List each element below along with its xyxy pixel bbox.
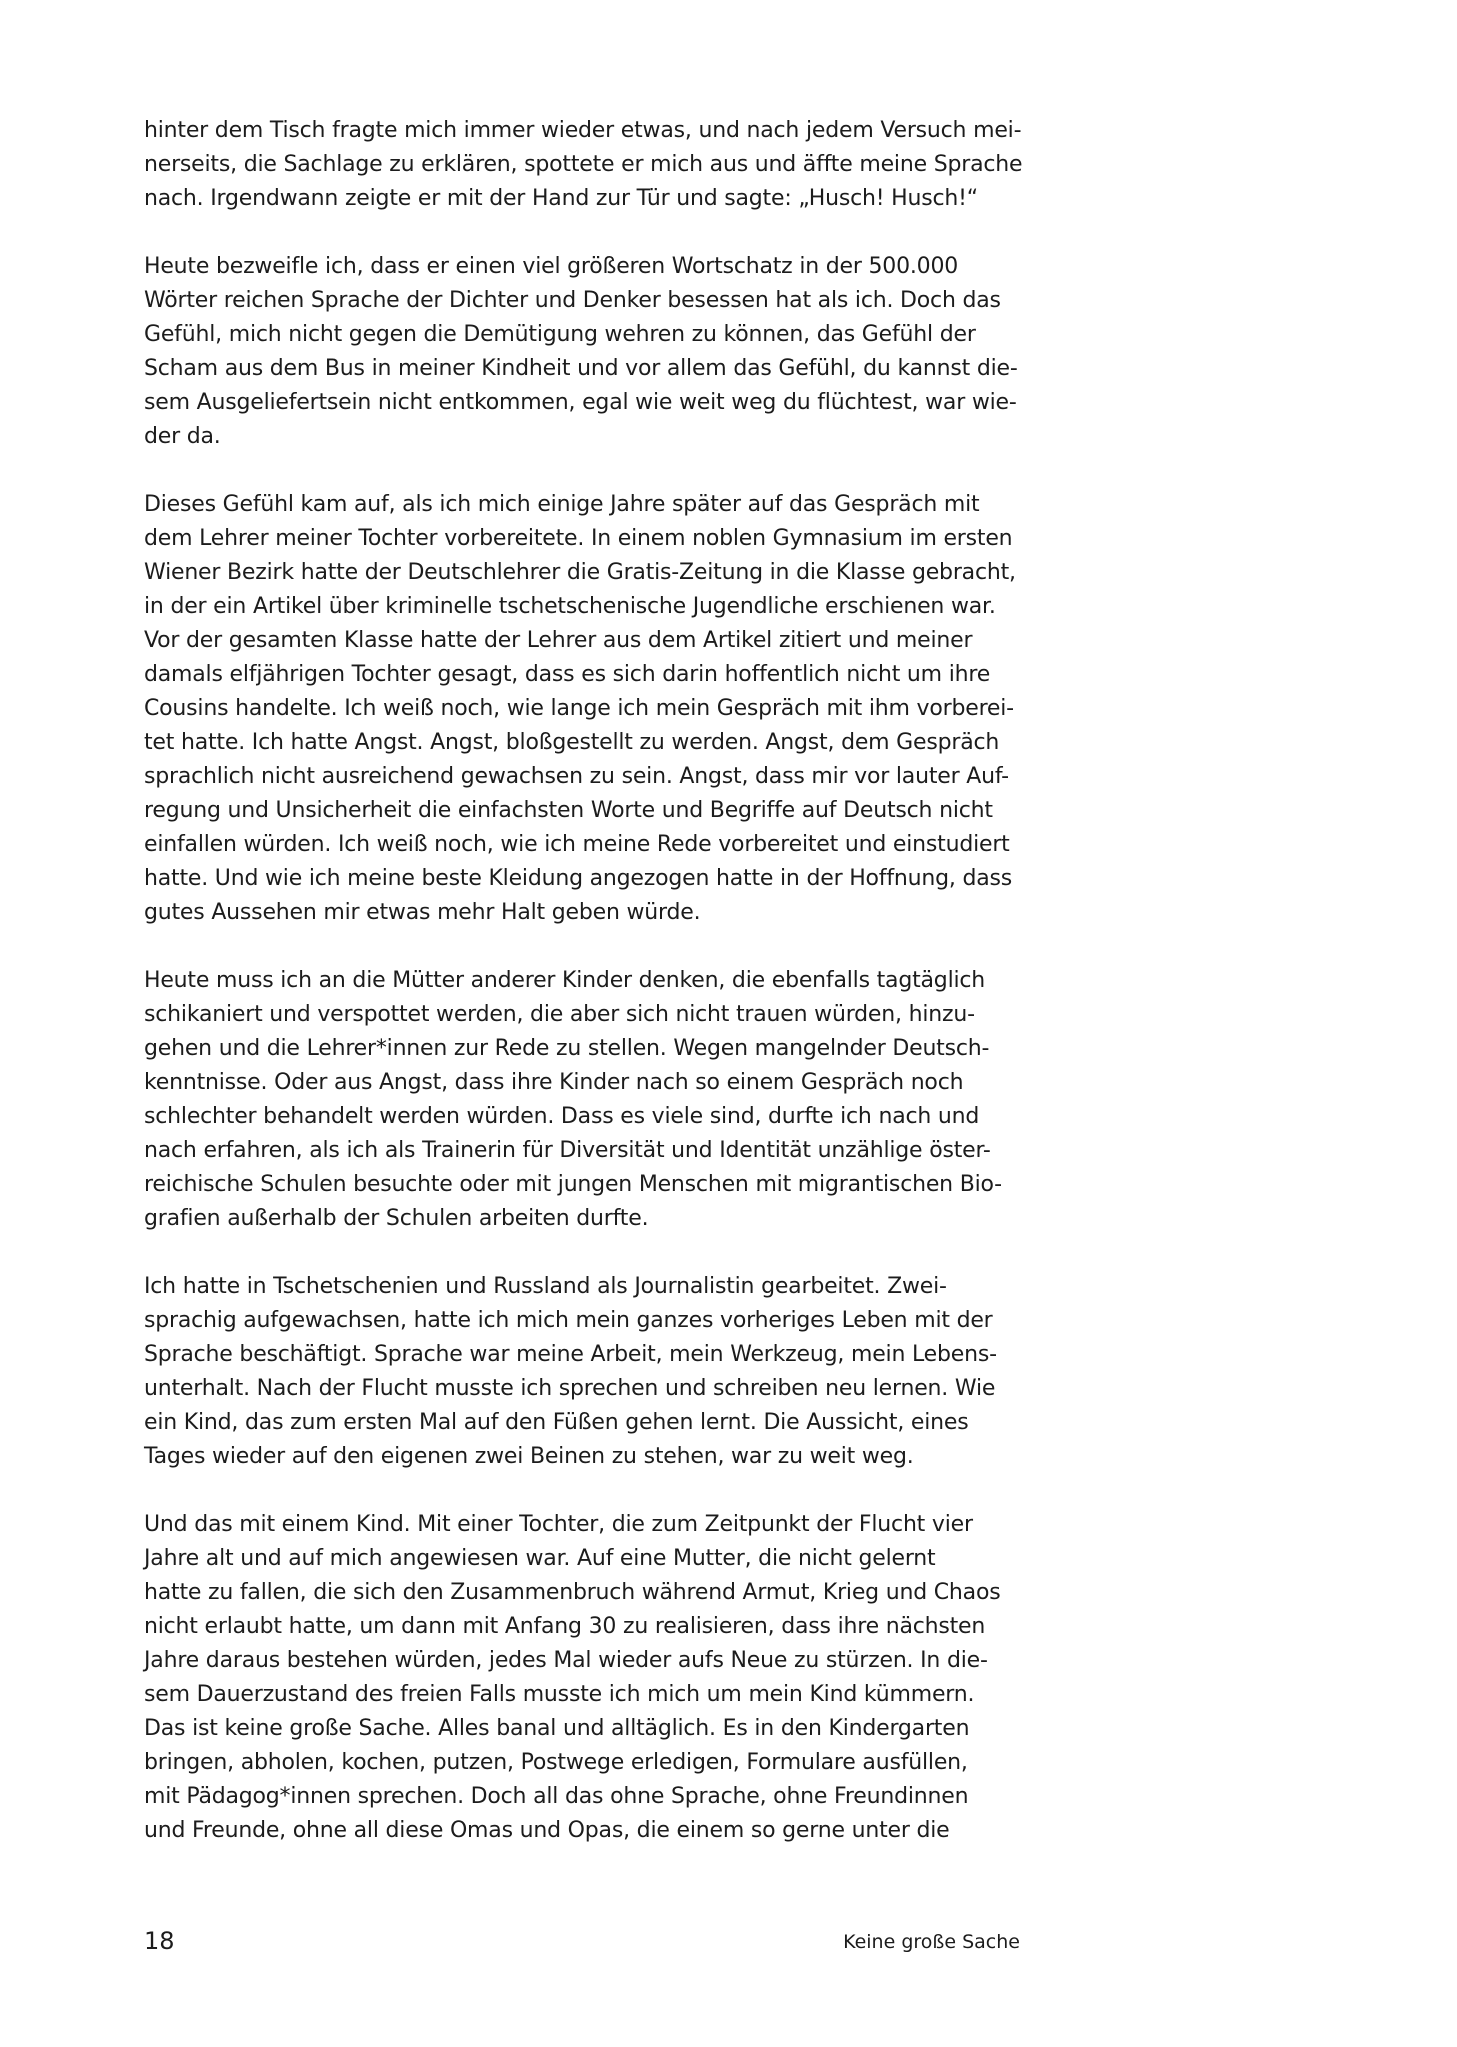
text-line: Wiener Bezirk hatte der Deutschlehrer die Gratis-Zeitung in die Klasse gebracht,	[144, 560, 1016, 585]
text-line: reichische Schulen besuchte oder mit jungen Menschen mit migrantischen Bio-	[144, 1172, 1002, 1197]
text-line: schlechter behandelt werden würden. Dass es viele sind, durfte ich nach und	[144, 1104, 980, 1129]
paragraph	[144, 114, 1024, 216]
text-line: einfallen würden. Ich weiß noch, wie ich meine Rede vorbereitet und einstudiert	[144, 832, 1010, 857]
text-line: Cousins handelte. Ich weiß noch, wie lange ich mein Gespräch mit ihm vorberei-	[144, 696, 1014, 721]
text-line: Heute bezweifle ich, dass er einen viel größeren Wortschatz in der 500.000	[144, 254, 959, 279]
text-line: und Freunde, ohne all diese Omas und Opas, die einem so gerne unter die	[144, 1818, 950, 1843]
text-line: Wörter reichen Sprache der Dichter und Denker besessen hat als ich. Doch das	[144, 288, 1001, 313]
text-line: Und das mit einem Kind. Mit einer Tochter, die zum Zeitpunkt der Flucht vier	[144, 1512, 973, 1537]
text-line: sem Dauerzustand des freien Falls musste ich mich um mein Kind kümmern.	[144, 1682, 975, 1707]
running-title: Keine große Sache	[843, 1931, 1020, 1953]
paragraph	[144, 488, 1024, 930]
text-line: hatte zu fallen, die sich den Zusammenbruch während Armut, Krieg und Chaos	[144, 1580, 1001, 1605]
text-line: Scham aus dem Bus in meiner Kindheit und vor allem das Gefühl, du kannst die-	[144, 356, 1018, 381]
text-line: hinter dem Tisch fragte mich immer wieder etwas, und nach jedem Versuch mei-	[144, 118, 1022, 143]
text-line: nicht erlaubt hatte, um dann mit Anfang 30 zu realisieren, dass ihre nächsten	[144, 1614, 986, 1639]
text-line: Sprache beschäftigt. Sprache war meine Arbeit, mein Werkzeug, mein Lebens-	[144, 1342, 997, 1367]
body-text	[144, 114, 1024, 1848]
text-line: Das ist keine große Sache. Alles banal und alltäglich. Es in den Kindergarten	[144, 1716, 970, 1741]
text-line: sprachig aufgewachsen, hatte ich mich mein ganzes vorheriges Leben mit der	[144, 1308, 993, 1333]
text-line: sprachlich nicht ausreichend gewachsen zu sein. Angst, dass mir vor lauter Auf-	[144, 764, 1009, 789]
text-line: bringen, abholen, kochen, putzen, Postwege erledigen, Formulare ausfüllen,	[144, 1750, 968, 1775]
text-line: kenntnisse. Oder aus Angst, dass ihre Kinder nach so einem Gespräch noch	[144, 1070, 964, 1095]
paragraph-gap	[144, 216, 1024, 250]
text-line: nerseits, die Sachlage zu erklären, spottete er mich aus und äffte meine Sprache	[144, 152, 1023, 177]
text-line: damals elfjährigen Tochter gesagt, dass es sich darin hoffentlich nicht um ihre	[144, 662, 991, 687]
text-line: Ich hatte in Tschetschenien und Russland als Journalistin gearbeitet. Zwei-	[144, 1274, 947, 1299]
paragraph	[144, 1508, 1024, 1848]
text-line: Jahre alt und auf mich angewiesen war. Auf eine Mutter, die nicht gelernt	[144, 1546, 936, 1571]
paragraph-gap	[144, 1236, 1024, 1270]
text-line: schikaniert und verspottet werden, die aber sich nicht trauen würden, hinzu-	[144, 1002, 975, 1027]
text-line: Tages wieder auf den eigenen zwei Beinen zu stehen, war zu weit weg.	[144, 1444, 914, 1469]
text-line: dem Lehrer meiner Tochter vorbereitete. In einem noblen Gymnasium im ersten	[144, 526, 1013, 551]
text-line: ein Kind, das zum ersten Mal auf den Füßen gehen lernt. Die Aussicht, eines	[144, 1410, 969, 1435]
text-line: tet hatte. Ich hatte Angst. Angst, bloßgestellt zu werden. Angst, dem Gespräch	[144, 730, 1000, 755]
text-line: sem Ausgeliefertsein nicht entkommen, egal wie weit weg du flüchtest, war wie-	[144, 390, 1017, 415]
paragraph-gap	[144, 1474, 1024, 1508]
text-line: der da.	[144, 424, 221, 449]
text-line: nach erfahren, als ich als Trainerin für Diversität und Identität unzählige öster-	[144, 1138, 991, 1163]
text-line: nach. Irgendwann zeigte er mit der Hand zur Tür und sagte: „Husch! Husch!“	[144, 186, 978, 211]
text-line: Jahre daraus bestehen würden, jedes Mal wieder aufs Neue zu stürzen. In die-	[144, 1648, 988, 1673]
text-line: in der ein Artikel über kriminelle tschetschenische Jugendliche erschienen war.	[144, 594, 996, 619]
text-line: mit Pädagog*innen sprechen. Doch all das ohne Sprache, ohne Freundinnen	[144, 1784, 969, 1809]
page-number: 18	[144, 1927, 175, 1955]
paragraph-gap	[144, 454, 1024, 488]
text-line: gehen und die Lehrer*innen zur Rede zu stellen. Wegen mangelnder Deutsch-	[144, 1036, 990, 1061]
paragraph	[144, 250, 1024, 454]
paragraph	[144, 964, 1024, 1236]
text-line: gutes Aussehen mir etwas mehr Halt geben würde.	[144, 900, 701, 925]
text-line: Vor der gesamten Klasse hatte der Lehrer aus dem Artikel zitiert und meiner	[144, 628, 973, 653]
text-line: regung und Unsicherheit die einfachsten Worte und Begriffe auf Deutsch nicht	[144, 798, 993, 823]
text-line: unterhalt. Nach der Flucht musste ich sprechen und schreiben neu lernen. Wie	[144, 1376, 996, 1401]
text-line: Dieses Gefühl kam auf, als ich mich einige Jahre später auf das Gespräch mit	[144, 492, 980, 517]
paragraph	[144, 1270, 1024, 1474]
text-line: Gefühl, mich nicht gegen die Demütigung wehren zu können, das Gefühl der	[144, 322, 976, 347]
text-line: grafien außerhalb der Schulen arbeiten durfte.	[144, 1206, 649, 1231]
text-line: hatte. Und wie ich meine beste Kleidung angezogen hatte in der Hoffnung, dass	[144, 866, 1013, 891]
text-line: Heute muss ich an die Mütter anderer Kinder denken, die ebenfalls tagtäglich	[144, 968, 986, 993]
paragraph-gap	[144, 930, 1024, 964]
